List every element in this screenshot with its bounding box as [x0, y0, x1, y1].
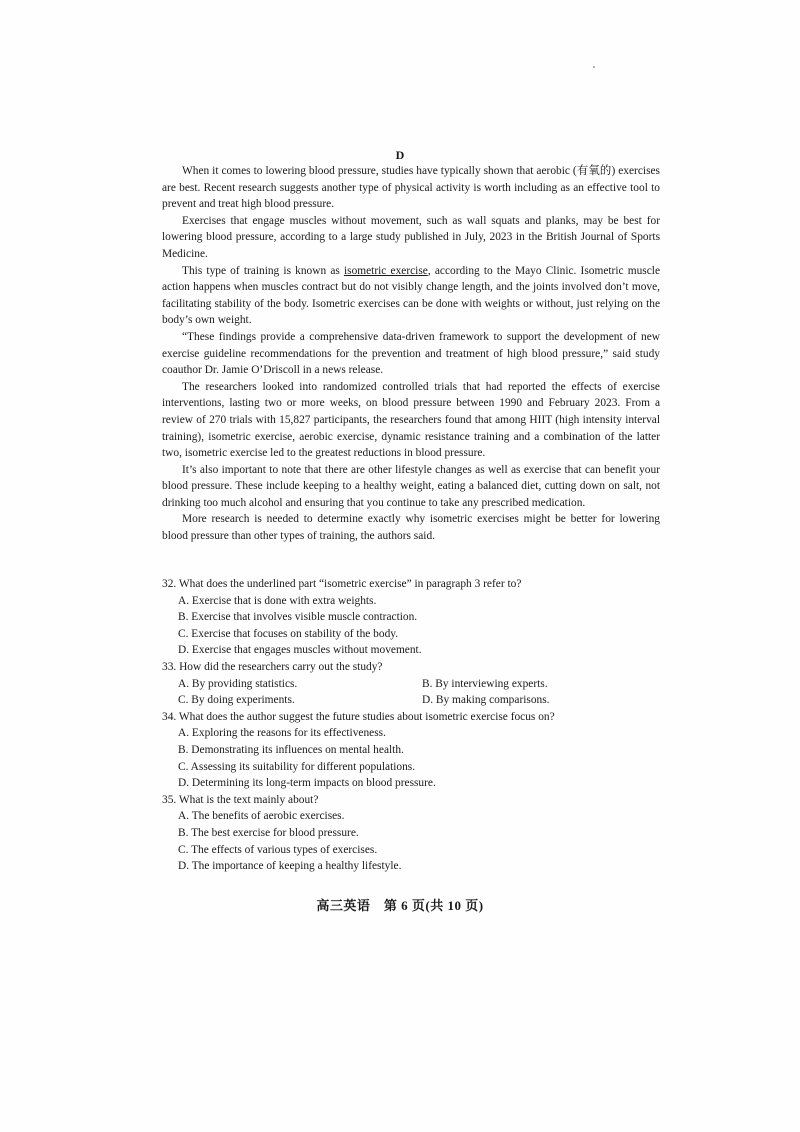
option-d: D. By making comparisons.	[422, 694, 550, 707]
paragraph-3	[162, 263, 660, 329]
paragraph-5: The researchers looked into randomized controlled trials that had reported the effects of exercise interventions, lasting two or more weeks, on blood pressure between 1990 and February 2023. From a review of 270 trials with 15,827 participants, the researchers found that among HIIT (high intensity interval training), isometric exercise, aerobic exercise, dynamic resistance training and a combination of the latter two, isometric exercise led to the greatest reductions in blood pressure.	[162, 380, 660, 460]
option-c: C. Assessing its suitability for different populations.	[178, 760, 416, 773]
option-b: B. Demonstrating its influences on mental health.	[178, 743, 404, 756]
question-stem: 32. What does the underlined part “isometric exercise” in paragraph 3 refer to?	[162, 578, 522, 590]
paragraph-7: More research is needed to determine exactly why isometric exercises might be better for lowering blood pressure than other types of training, the authors said.	[162, 513, 660, 543]
option-a: A. Exercise that is done with extra weights.	[178, 594, 377, 607]
paragraph-3-rest: , according to the Mayo Clinic. Isometric muscle action happens when muscles contract but do not visibly change length, and the joints involved don’t move, facilitating stability of the body. Isometric exercises can be done with weights or without, just relying on the body’s own weight.	[162, 264, 660, 327]
option-c: C. By doing experiments.	[178, 694, 295, 707]
option-c: C. The effects of various types of exercises.	[178, 843, 378, 856]
option-d: D. The importance of keeping a healthy lifestyle.	[178, 860, 402, 873]
option-b: B. The best exercise for blood pressure.	[178, 826, 359, 839]
option-b: B. Exercise that involves visible muscle contraction.	[178, 611, 418, 624]
scan-speck	[593, 66, 595, 68]
question-33	[162, 659, 660, 709]
option-a: A. Exploring the reasons for its effectiveness.	[178, 727, 386, 740]
option-d: D. Determining its long-term impacts on blood pressure.	[178, 777, 436, 790]
question-35	[162, 792, 660, 875]
paragraph-1: When it comes to lowering blood pressure, studies have typically shown that aerobic (有氧的) exercises are best. Recent research suggests another type of physical activity is worth including as an effective tool to prevent and treat high blood pressure.	[162, 165, 660, 211]
option-c: C. Exercise that focuses on stability of the body.	[178, 627, 399, 640]
question-stem: 33. How did the researchers carry out the study?	[162, 660, 383, 673]
reading-passage	[162, 163, 660, 545]
question-34	[162, 709, 660, 792]
question-list	[162, 576, 660, 875]
underlined-term: isometric exercise	[343, 264, 428, 277]
question-stem: 34. What does the author suggest the future studies about isometric exercise focus on?	[162, 710, 555, 723]
question-stem: 35. What is the text mainly about?	[162, 793, 319, 806]
option-a: A. By providing statistics.	[178, 677, 298, 690]
paragraph-2: Exercises that engage muscles without movement, such as wall squats and planks, may be best for lowering blood pressure, according to a large study published in July, 2023 in the British Journal of Sports Medicine.	[162, 214, 660, 260]
option-d: D. Exercise that engages muscles without movement.	[178, 644, 422, 657]
page-footer: 高三英语 第 6 页(共 10 页)	[316, 898, 484, 913]
paragraph-6: It’s also important to note that there are other lifestyle changes as well as exercise that can benefit your blood pressure. These include keeping to a healthy weight, eating a balanced diet, cutting down on salt, not drinking too much alcohol and ensuring that you continue to take any prescribed medication.	[162, 463, 660, 509]
paragraph-3-start: This type of training is known as	[182, 264, 344, 277]
paragraph-4: “These findings provide a comprehensive data-driven framework to support the development of new exercise guideline recommendations for the prevention and treatment of high blood pressure,” said study coauthor Dr. Jamie O’Driscoll in a news release.	[162, 330, 660, 377]
section-heading: D	[395, 148, 405, 162]
question-32	[162, 576, 660, 659]
option-b: B. By interviewing experts.	[422, 677, 548, 690]
option-a: A. The benefits of aerobic exercises.	[178, 810, 345, 823]
